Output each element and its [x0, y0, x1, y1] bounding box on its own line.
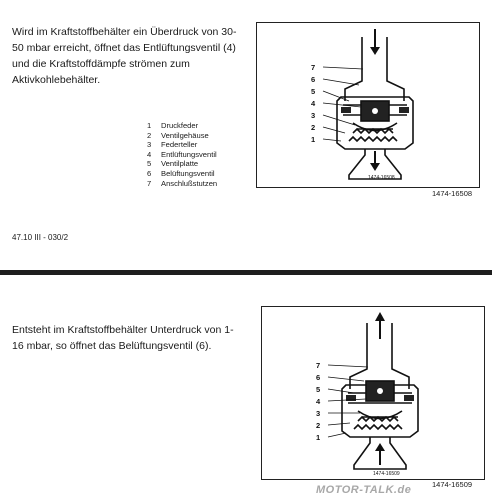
bottom-description: Entsteht im Kraftstoffbehälter Unterdruck von 1- 16 mbar, so öffnet das Belüftungsventil (6). [12, 324, 234, 352]
valve-illustration [257, 23, 479, 187]
callout-3: 3 [311, 111, 316, 120]
callout-2: 2 [316, 421, 321, 430]
callout-1: 1 [316, 433, 321, 442]
parts-legend [147, 121, 257, 188]
valve-diagram-bottom [261, 306, 485, 480]
valve-diagram-top [256, 22, 480, 188]
legend-row: 7 Anschlußstutzen [147, 178, 218, 188]
figure-inner-code: 1474-16508 [368, 175, 395, 181]
callout-5: 5 [311, 87, 316, 96]
callout-4: 4 [311, 99, 316, 108]
valve-illustration [262, 307, 484, 479]
legend-row: 3 Federteller [147, 140, 198, 150]
callout-2: 2 [311, 123, 316, 132]
legend-row: 1 Druckfeder [147, 121, 199, 130]
callout-6: 6 [316, 373, 321, 382]
callout-1: 1 [311, 135, 316, 144]
section-divider [0, 270, 492, 275]
legend-row: 4 Entlüftungsventil [147, 149, 217, 159]
site-watermark: MOTOR-TALK.de [316, 484, 412, 496]
legend-row: 2 Ventilgehäuse [147, 130, 209, 140]
figure-caption-top: 1474-16508 [432, 189, 473, 198]
figure-caption-bottom: 1474-16509 [432, 480, 473, 489]
legend-row: 5 Ventilplatte [147, 159, 199, 169]
page-code: 47.10 III - 030/2 [12, 233, 69, 242]
top-description: Wird im Kraftstoffbehälter ein Überdruck von 30- 50 mbar erreicht, öffnet das Entlüftungsventil (4) und die Kraftstoffdämpfe strömen zum Aktivkohlebehälter. [12, 26, 237, 86]
callout-4: 4 [316, 397, 321, 406]
callout-6: 6 [311, 75, 316, 84]
callout-5: 5 [316, 385, 321, 394]
callout-7: 7 [316, 361, 321, 370]
legend-row: 6 Belüftungsventil [147, 168, 215, 178]
callout-3: 3 [316, 409, 321, 418]
figure-inner-code: 1474-16509 [373, 471, 400, 477]
callout-7: 7 [311, 63, 316, 72]
